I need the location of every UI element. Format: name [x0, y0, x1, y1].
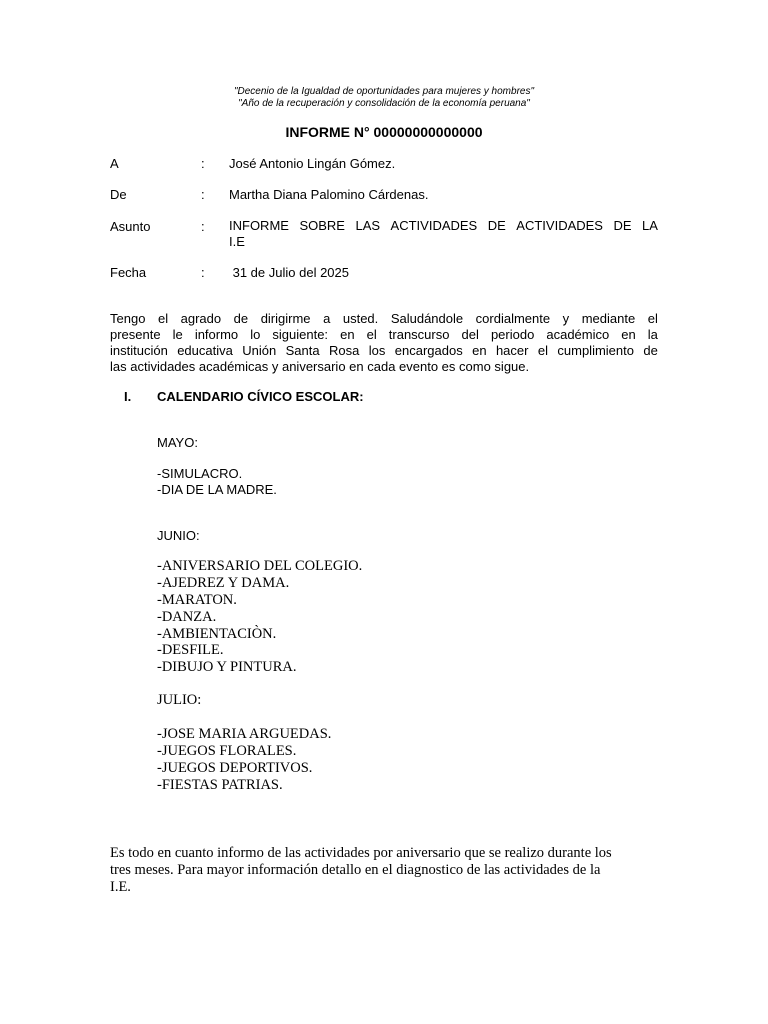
intro-word: Tengo [110, 311, 146, 326]
list-item: -DIA DE LA MADRE. [157, 482, 277, 497]
intro-word: siguiente: [272, 327, 329, 342]
list-item: -SIMULACRO. [157, 466, 243, 481]
list-item: -AJEDREZ Y DAMA. [157, 575, 290, 591]
asunto-word: ACTIVIDADES [390, 218, 478, 233]
closing-line-3: I.E. [110, 879, 131, 895]
intro-word: agrado [180, 311, 222, 326]
asunto-line-2: I.E [229, 234, 245, 249]
intro-word: Unión [242, 343, 277, 358]
intro-word: educativa [177, 343, 233, 358]
list-item: -AMBIENTACIÒN. [157, 626, 277, 642]
intro-word: académico [546, 327, 610, 342]
motto-line-2: "Año de la recuperación y consolidación de la economía peruana" [238, 98, 530, 109]
list-item: -JOSE MARIA ARGUEDAS. [157, 726, 332, 742]
intro-word: mediante [581, 311, 636, 326]
list-item: -JUEGOS DEPORTIVOS. [157, 760, 313, 776]
field-label-fecha: Fecha [110, 265, 147, 280]
intro-word: la [647, 327, 658, 342]
intro-word: Saludándole [390, 311, 464, 326]
list-item: -DANZA. [157, 609, 217, 625]
list-item: -DIBUJO Y PINTURA. [157, 659, 297, 675]
asunto-line-1 [229, 218, 658, 234]
field-value-asunto [229, 218, 658, 250]
intro-word: el [157, 311, 169, 326]
closing-line-1: Es todo en cuanto informo de las actividades por aniversario que se realizo durante los [110, 845, 612, 861]
asunto-word: DE [613, 218, 632, 233]
asunto-word: ACTIVIDADES [516, 218, 603, 233]
list-item: -FIESTAS PATRIAS. [157, 777, 283, 793]
motto-line-1: "Decenio de la Igualdad de oportunidades para mujeres y hombres" [233, 86, 535, 97]
field-label-a: A [110, 156, 119, 171]
list-item: -MARATON. [157, 592, 237, 608]
list-item: -DESFILE. [157, 642, 224, 658]
field-label-de: De [110, 187, 127, 202]
intro-word: cordialmente [475, 311, 551, 326]
month-label-mayo: MAYO: [157, 435, 198, 450]
intro-word: Santa [285, 343, 320, 358]
field-value-fecha: 31 de Julio del 2025 [229, 265, 349, 280]
intro-word: del [461, 327, 479, 342]
intro-word: hacer [495, 343, 529, 358]
intro-word: institución [110, 343, 168, 358]
asunto-word: INFORME [229, 218, 289, 233]
closing-paragraph [110, 845, 658, 896]
list-item: -ANIVERSARIO DEL COLEGIO. [157, 558, 363, 574]
intro-word: de [233, 311, 249, 326]
intro-word: a [323, 311, 331, 326]
intro-word: lo [250, 327, 261, 342]
intro-word: de [643, 343, 658, 358]
asunto-word: LA [642, 218, 658, 233]
asunto-word: LAS [355, 218, 381, 233]
report-title: INFORME N° 00000000000000 [285, 124, 483, 140]
intro-word: informo [194, 327, 239, 342]
intro-line [110, 311, 658, 327]
intro-word: presente [110, 327, 161, 342]
intro-word: Rosa [328, 343, 360, 358]
field-value-a: José Antonio Lingán Gómez. [229, 156, 396, 171]
section-title: CALENDARIO CÍVICO ESCOLAR: [157, 389, 364, 404]
field-value-de: Martha Diana Palomino Cárdenas. [229, 187, 429, 202]
intro-line [110, 327, 658, 343]
asunto-word: DE [487, 218, 506, 233]
asunto-word: SOBRE [299, 218, 345, 233]
intro-word: en [340, 327, 355, 342]
intro-word: dirigirme [260, 311, 311, 326]
intro-word: el [647, 311, 658, 326]
intro-word: transcurso [388, 327, 450, 342]
intro-word: los [368, 343, 386, 358]
intro-word: encargados [394, 343, 463, 358]
intro-word: periodo [490, 327, 535, 342]
intro-paragraph [110, 311, 658, 375]
month-label-julio: JULIO: [157, 692, 202, 708]
field-colon-asunto: : [201, 219, 205, 234]
field-colon-de: : [201, 187, 205, 202]
intro-word: en [621, 327, 636, 342]
intro-word: el [537, 343, 548, 358]
field-colon-fecha: : [201, 265, 205, 280]
section-number: I. [124, 389, 132, 404]
month-label-junio: JUNIO: [157, 528, 200, 543]
intro-word: y [562, 311, 570, 326]
field-colon-a: : [201, 156, 205, 171]
intro-word: usted. [342, 311, 379, 326]
closing-line-2: tres meses. Para mayor información detallo en el diagnostico de las actividades de la [110, 862, 601, 878]
intro-word: en [472, 343, 487, 358]
intro-line [110, 343, 658, 359]
intro-word: le [172, 327, 183, 342]
intro-line: las actividades académicas y aniversario en cada evento es como sigue. [110, 359, 530, 374]
intro-word: el [366, 327, 377, 342]
field-label-asunto: Asunto [110, 219, 151, 234]
intro-word: cumplimiento [557, 343, 634, 358]
list-item: -JUEGOS FLORALES. [157, 743, 297, 759]
